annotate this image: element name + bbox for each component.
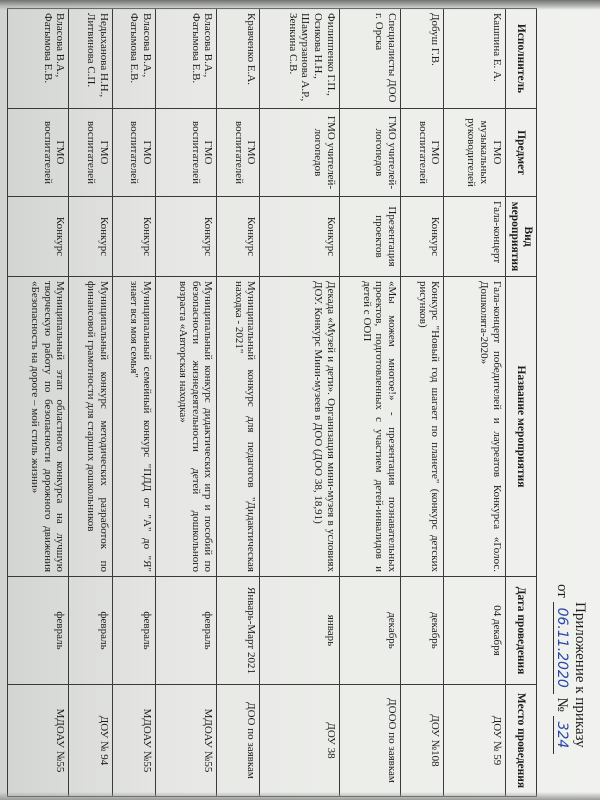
cell-subject: ГМО воспитателей — [112, 109, 155, 197]
cell-title: Конкурс "Новый год шагает по планете" (конкурс детских рисунков) — [401, 277, 444, 577]
cell-executor: Кашпина Е. А. — [444, 9, 505, 109]
cell-date: 04 декабря — [444, 577, 505, 685]
cell-date: декабрь — [401, 577, 444, 685]
cell-executor: Власова В.А., Фатымова Е.В. — [112, 9, 155, 109]
cell-place: ДОУ № 94 — [69, 685, 112, 797]
table-row — [69, 9, 112, 797]
cell-place: ДОО по заявкам — [217, 685, 260, 797]
cell-subject: ГМО учителей-логопедов — [260, 109, 339, 197]
paper-bottom-shadow — [0, 792, 600, 800]
cell-subject: ГМО воспитателей — [8, 109, 69, 197]
appendix-heading: Приложение к приказу — [572, 602, 588, 748]
table-row — [155, 9, 216, 797]
cell-title: Гала-концерт победителей и лауреатов Конкурса «Голос. Дошколята-2020» — [444, 277, 505, 577]
cell-title: Муниципальный конкурс для педагогов "Дидактическая находка - 2021" — [217, 277, 260, 577]
cell-place: ДОУ 38 — [260, 685, 339, 797]
cell-kind: Конкурс — [217, 197, 260, 277]
cell-date: Январь-Март 2021 — [217, 577, 260, 685]
cell-executor: Власова В.А., Фатымова Е.В. — [155, 9, 216, 109]
cell-executor: Филиппенко Г.П., Осикова Н.Н., Шамурзанова А.Р., Зенкина С.В. — [260, 9, 339, 109]
cell-kind: Гала-концерт — [444, 197, 505, 277]
order-reference — [553, 584, 570, 754]
table-row — [260, 9, 339, 797]
cell-date: декабрь — [339, 577, 400, 685]
cell-title: «Мы можем многое!» - презентация познавательных проектов, подготовленных с участием детей-инвалидов и детей с ООП — [339, 277, 400, 577]
cell-kind: Конкурс — [112, 197, 155, 277]
paper-top-shadow — [0, 0, 600, 10]
cell-executor: Недыханова Н.Н., Литвинова С.П. — [69, 9, 112, 109]
cell-subject: ГМО учителей-логопедов — [339, 109, 400, 197]
cell-subject: ГМО воспитателей — [155, 109, 216, 197]
header-title: Название мероприятия — [505, 277, 536, 577]
order-date-prefix: от — [554, 584, 570, 598]
cell-executor: Специалисты ДОО г. Орска — [339, 9, 400, 109]
cell-subject: ГМО воспитателей — [401, 109, 444, 197]
cell-place: ДОУ №108 — [401, 685, 444, 797]
header-date: Дата проведения — [505, 577, 536, 685]
events-table — [7, 8, 537, 797]
header-kind: Вид мероприятия — [505, 197, 536, 277]
table-header-row — [505, 9, 536, 797]
order-number-handwritten: 324 — [553, 716, 570, 755]
cell-title: Муниципальный семейный конкурс "ПДД от "А" до "Я" знает вся моя семья" — [112, 277, 155, 577]
header-place: Место проведения — [505, 685, 536, 797]
table-row — [217, 9, 260, 797]
cell-kind: Конкурс — [155, 197, 216, 277]
cell-kind: Конкурс — [260, 197, 339, 277]
cell-subject: ГМО музыкальных руководителей — [444, 109, 505, 197]
cell-subject: ГМО воспитателей — [69, 109, 112, 197]
cell-kind: Конкурс — [69, 197, 112, 277]
cell-title: Декада «Музей и дети». Организация мини-музея в условиях ДОУ. Конкурс Мини-музеев в ДОО (ДОО 38, 18,91) — [260, 277, 339, 577]
cell-place: МДОАУ №55 — [155, 685, 216, 797]
cell-title: Муниципальный этап областного конкурса на лучшую творческую работу по безопасности дорожного движения «Безопасность на дороге – мой стиль жизни» — [8, 277, 69, 577]
events-table-container — [7, 8, 537, 796]
cell-date: февраль — [155, 577, 216, 685]
cell-executor: Кравченко Е.А. — [217, 9, 260, 109]
cell-kind: Конкурс — [401, 197, 444, 277]
cell-title: Муниципальный конкурс методических разработок по финансовой грамотности для старших дошкольников — [69, 277, 112, 577]
order-number-sign: № — [554, 697, 570, 712]
cell-kind: Презентация проектов — [339, 197, 400, 277]
table-row — [444, 9, 505, 797]
table-row — [339, 9, 400, 797]
cell-date: январь — [260, 577, 339, 685]
table-row — [112, 9, 155, 797]
order-date-handwritten: 06.11.2020 — [553, 602, 570, 694]
cell-date: февраль — [69, 577, 112, 685]
cell-place: ДООО по заявкам — [339, 685, 400, 797]
cell-place: МДОАУ №55 — [112, 685, 155, 797]
cell-place: МДОАУ №55 — [8, 685, 69, 797]
cell-date: февраль — [112, 577, 155, 685]
table-row — [401, 9, 444, 797]
cell-executor: Власова В.А., Фатымова Е.В. — [8, 9, 69, 109]
cell-date: февраль — [8, 577, 69, 685]
cell-executor: Добуш Г.В. — [401, 9, 444, 109]
header-subject: Предмет — [505, 109, 536, 197]
cell-place: ДОУ № 59 — [444, 685, 505, 797]
header-executor: Исполнитель — [505, 9, 536, 109]
cell-title: Муниципальный конкурс дидактических игр и пособий по безопасности жизнедеятельности детей дошкольного возраста «Авторская находка» — [155, 277, 216, 577]
cell-kind: Конкурс — [8, 197, 69, 277]
cell-subject: ГМО воспитателей — [217, 109, 260, 197]
table-row — [8, 9, 69, 797]
